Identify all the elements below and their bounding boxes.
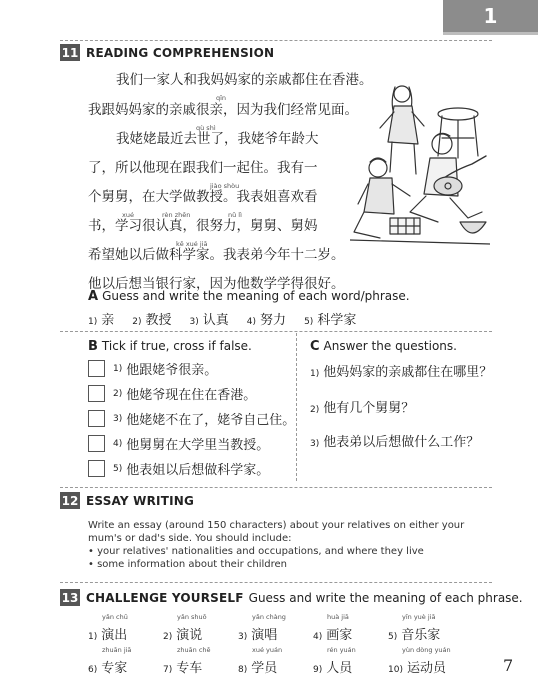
item-number: 5): [113, 463, 123, 474]
item-number: 2): [163, 632, 173, 642]
item-word: 运动员: [406, 661, 446, 676]
item-number: 1): [113, 363, 123, 374]
item-word: 学员: [251, 661, 278, 676]
statement-text: 他跟姥爷很亲。: [126, 363, 218, 378]
essay-body: Write an essay (around 150 characters) about your relatives on either your mum's or dad's side. You should include:: [88, 520, 465, 544]
pinyin-annotation: qù shì: [196, 124, 216, 132]
section-title: ESSAY WRITING: [86, 493, 195, 508]
item-number: 1): [310, 369, 320, 379]
pinyin-annotation: rèn zhēn: [162, 211, 191, 219]
list-item: [304, 309, 356, 328]
item-number: 4): [313, 632, 323, 642]
list-item: [190, 309, 229, 328]
passage-line: 个舅舅，在大学做教授。我表姐喜欢看: [88, 189, 318, 205]
pinyin-annotation: xué: [122, 211, 134, 219]
item-word: 画家: [326, 628, 353, 643]
part-letter: A: [88, 289, 99, 304]
list-item: [88, 613, 163, 643]
list-item: [247, 309, 286, 328]
item-word: 专家: [101, 661, 128, 676]
passage-line: 我跟妈妈家的亲戚很亲，因为我们经常见面。: [88, 102, 358, 118]
item-word: 认真: [202, 313, 229, 328]
list-item: [132, 309, 171, 328]
tick-checkbox[interactable]: [88, 385, 105, 402]
question-text: 他妈妈家的亲戚都住在哪里？: [323, 365, 493, 380]
essay-bullet: • some information about their children: [88, 559, 288, 570]
list-item: [310, 397, 414, 416]
part-letter: C: [310, 339, 320, 354]
item-word: 科学家: [317, 313, 357, 328]
section-divider: [60, 40, 492, 41]
list-item: [88, 409, 295, 428]
list-item: [88, 646, 163, 676]
pinyin-annotation: huà jiā: [327, 613, 349, 621]
item-number: 9): [313, 665, 323, 675]
statement-text: 他舅舅在大学里当教授。: [126, 438, 270, 453]
item-number: 3): [310, 439, 320, 449]
pinyin-annotation: yǎn chū: [102, 613, 128, 621]
section-title: CHALLENGE YOURSELF: [86, 590, 244, 605]
part-b-instruction: [88, 339, 252, 354]
pinyin-annotation: qīn: [216, 94, 227, 102]
instruction-text: Tick if true, cross if false.: [101, 339, 252, 353]
item-word: 演唱: [251, 628, 278, 643]
tick-checkbox[interactable]: [88, 360, 105, 377]
phrase-list: [88, 613, 463, 643]
list-item: [163, 613, 238, 643]
section-13-header: [60, 589, 523, 606]
list-item: [163, 646, 238, 676]
list-item: [388, 646, 463, 676]
item-number: 3): [238, 632, 248, 642]
chapter-tab: [443, 0, 538, 32]
list-item: [88, 359, 217, 378]
pinyin-annotation: jiào shòu: [210, 182, 240, 190]
passage-line: 书，学习很认真，很努力，舅舅、舅妈: [88, 218, 318, 234]
list-item: [310, 361, 492, 380]
pinyin-annotation: yǎn chàng: [252, 613, 286, 621]
section-divider: [60, 331, 492, 332]
statement-text: 他表姐以后想做科学家。: [126, 463, 270, 478]
pinyin-annotation: yùn dòng yuán: [402, 646, 451, 654]
item-number: 2): [113, 388, 123, 399]
section-divider: [60, 582, 492, 583]
item-number: 8): [238, 665, 248, 675]
item-number: 2): [132, 317, 142, 327]
pinyin-annotation: rén yuán: [327, 646, 356, 654]
list-item: [388, 613, 463, 643]
item-number: 5): [388, 632, 398, 642]
part-c-instruction: [310, 339, 457, 354]
section-number: 11: [61, 45, 79, 60]
passage-line: 我们一家人和我妈妈家的亲戚都住在香港。: [116, 72, 373, 88]
pinyin-annotation: yǎn shuō: [177, 613, 207, 621]
list-item: [88, 384, 256, 403]
essay-bullet: • your relatives' nationalities and occupations, and where they live: [88, 546, 424, 557]
list-item: [313, 646, 388, 676]
phrase-list: [88, 646, 463, 676]
chapter-number: 1: [483, 4, 498, 28]
tick-checkbox[interactable]: [88, 435, 105, 452]
section-title: READING COMPREHENSION: [86, 45, 275, 60]
list-item: [88, 434, 269, 453]
family-illustration: [350, 72, 490, 252]
passage-line: 我姥姥最近去世了，我姥爷年龄大: [116, 131, 319, 147]
item-number: 6): [88, 665, 98, 675]
section-number: 12: [61, 493, 79, 508]
page-number: 7: [503, 656, 514, 675]
item-number: 2): [310, 405, 320, 415]
item-number: 5): [304, 317, 314, 327]
essay-instructions: [88, 519, 498, 571]
section-11-header: [60, 44, 274, 61]
item-number: 4): [113, 438, 123, 449]
item-word: 亲: [101, 313, 115, 328]
list-item: [313, 613, 388, 643]
section-12-header: [60, 492, 194, 509]
item-number: 1): [88, 317, 98, 327]
instruction-text: Answer the questions.: [323, 339, 457, 353]
item-number: 3): [113, 413, 123, 424]
passage-line: 希望她以后做科学家。我表弟今年十二岁。: [88, 247, 345, 263]
section-divider: [60, 487, 492, 488]
tick-checkbox[interactable]: [88, 410, 105, 427]
part-a-instruction: [88, 289, 410, 304]
pinyin-annotation: xué yuán: [252, 646, 283, 654]
list-item: [238, 613, 313, 643]
list-item: [88, 459, 269, 478]
tick-checkbox[interactable]: [88, 460, 105, 477]
item-word: 演说: [176, 628, 203, 643]
question-text: 他有几个舅舅？: [323, 401, 415, 416]
pinyin-annotation: zhuān jiā: [102, 646, 132, 654]
item-number: 10): [388, 665, 403, 675]
item-word: 演出: [101, 628, 128, 643]
question-text: 他表弟以后想做什么工作？: [323, 435, 480, 450]
item-word: 专车: [176, 661, 203, 676]
item-word: 努力: [260, 313, 287, 328]
pinyin-annotation: yīn yuè jiā: [402, 613, 436, 621]
vocab-list: [88, 309, 356, 328]
instruction-text: Guess and write the meaning of each word/phrase.: [102, 289, 410, 303]
statement-text: 他姥爷现在住在香港。: [126, 388, 257, 403]
pinyin-annotation: nǔ lì: [228, 211, 242, 219]
item-number: 7): [163, 665, 173, 675]
list-item: [88, 309, 114, 328]
item-number: 4): [246, 317, 257, 327]
column-divider: [296, 333, 297, 481]
list-item: [238, 646, 313, 676]
item-word: 教授: [145, 313, 172, 328]
item-word: 人员: [326, 661, 353, 676]
instruction-text: Guess and write the meaning of each phrase.: [248, 590, 523, 605]
pinyin-annotation: kē xué jiā: [176, 240, 208, 248]
passage-line: 了，所以他现在跟我们一起住。我有一: [88, 160, 318, 176]
section-number: 13: [61, 590, 79, 605]
list-item: [310, 431, 479, 450]
pinyin-annotation: zhuān chē: [177, 646, 211, 654]
part-letter: B: [88, 339, 98, 354]
passage-line: 他以后想当银行家，因为他数学学得很好。: [88, 276, 345, 292]
item-number: 3): [189, 317, 199, 327]
statement-text: 他姥姥不在了，姥爷自己住。: [126, 413, 296, 428]
item-number: 1): [88, 632, 98, 642]
item-word: 音乐家: [401, 628, 441, 643]
